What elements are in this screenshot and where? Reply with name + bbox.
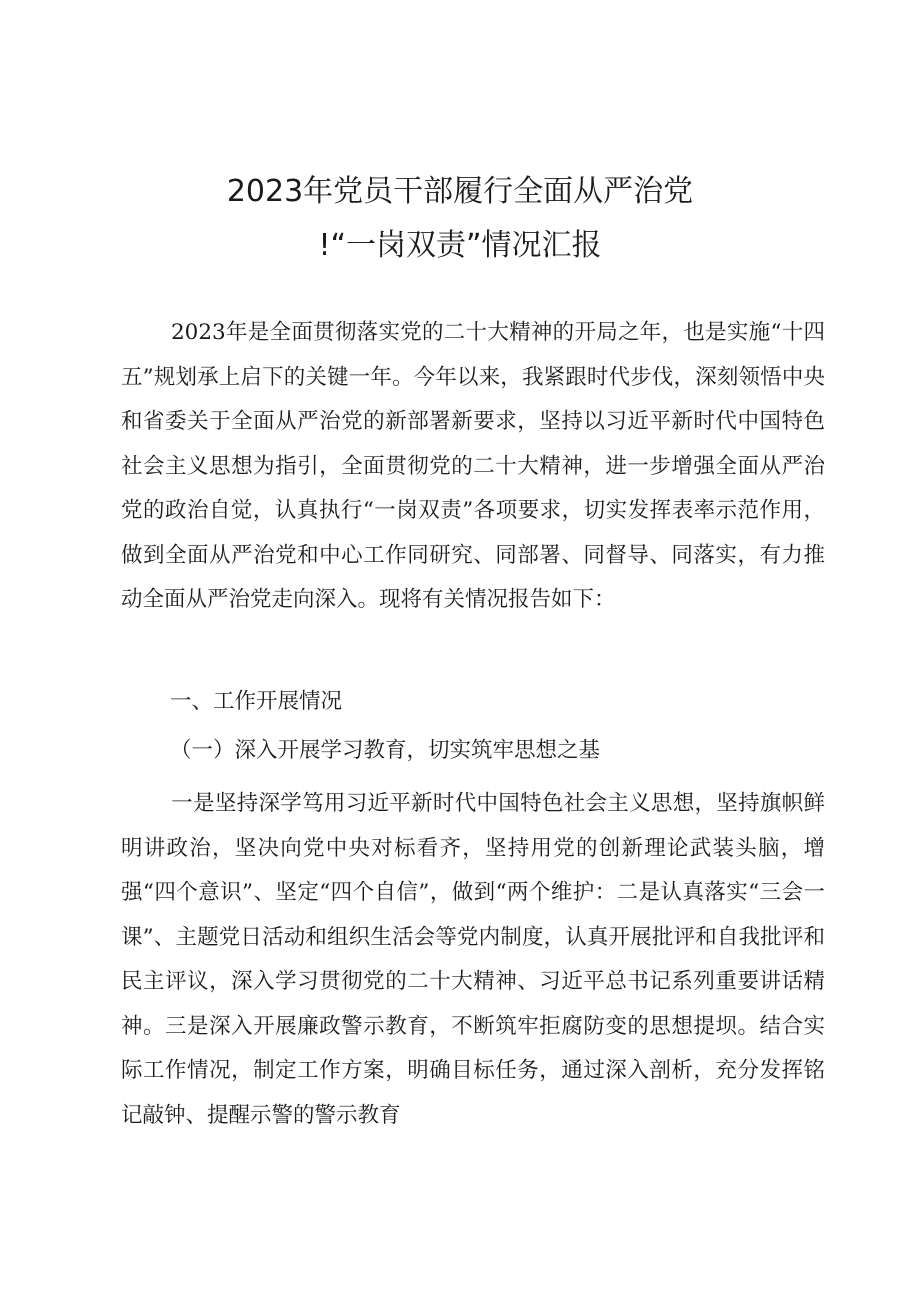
- body-paragraph-text: 一是坚持深学笃用习近平新时代中国特色社会主义思想，坚持旗帜鲜明讲政治，坚决向党中央对标看齐，坚持用党的创新理论武装头脑，增强“四个意识”、坚定“四个自信”，做到“两个维护：二是认真落实“三会一课”、主题党日活动和组织生活会等党内制度，认真开展批评和自我批评和民主评议，深入学习贯彻党的二十大精神、习近平总书记系列重要讲话精神。三是深入开展廉政警示教育，不断筑牢拒腐防变的思想提坝。结合实际工作情况，制定工作方案，明确目标任务，通过深入剖析，充分发挥铭记敲钟、提醒示警的警示教育: [121, 791, 825, 1128]
- intro-paragraph-text: 2023年是全面贯彻落实党的二十大精神的开局之年，也是实施“十四五”规划承上启下的关键一年。今年以来，我紧跟时代步伐，深刻领悟中央和省委关于全面从严治党的新部署新要求，坚持以习近平新时代中国特色社会主义思想为指引，全面贯彻党的二十大精神，进一步增强全面从严治党的政治自觉，认真执行“一岗双责”各项要求，切实发挥表率示范作用，做到全面从严治党和中心工作同研究、同部署、同督导、同落实，有力推动全面从严治党走向深入。现将有关情况报告如下：: [121, 320, 825, 612]
- document-title-line-1: 2023年党员干部履行全面从严治党: [226, 174, 694, 209]
- intro-paragraph: [121, 311, 825, 623]
- section-heading: 一、工作开展情况: [170, 689, 343, 714]
- body-paragraph: [121, 782, 825, 1138]
- document-title-line-2: !“一岗双责”情况汇报: [318, 228, 602, 263]
- subsection-heading: （一）深入开展学习教育，切实筑牢思想之基: [170, 738, 601, 763]
